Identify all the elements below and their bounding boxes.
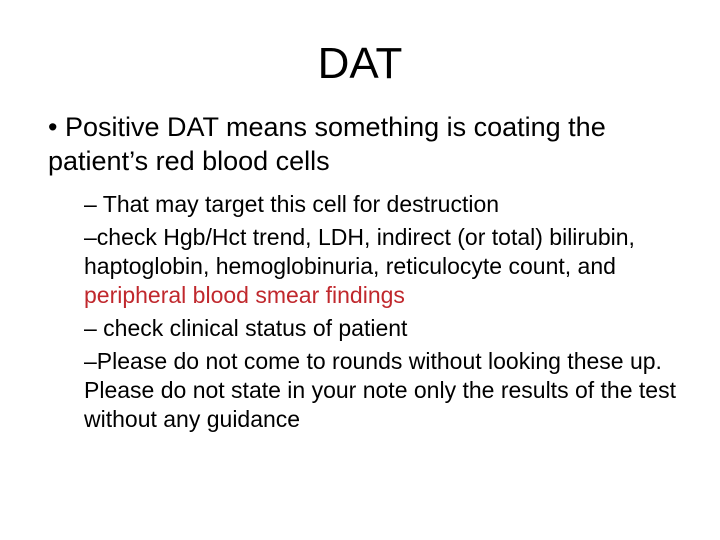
slide-title: DAT [317,39,403,88]
smear-findings-highlight: peripheral blood smear findings [84,282,405,308]
labs-text: –check Hgb/Hct trend, LDH, indirect (or total) bilirubin, haptoglobin, hemoglobinuria, reticulocyte count, and [84,224,635,279]
sub-bullet-clinical-status: – check clinical status of patient [84,315,408,341]
sub-bullet-labs [84,223,684,310]
sub-bullet-list [84,190,684,434]
sub-bullet-rounds-note: –Please do not come to rounds without looking these up. Please do not state in your note only the results of the test without any guidance [84,348,676,432]
main-bullet: • Positive DAT means something is coating the patient’s red blood cells [48,112,606,176]
sub-bullet-destruction: – That may target this cell for destruction [84,191,500,217]
